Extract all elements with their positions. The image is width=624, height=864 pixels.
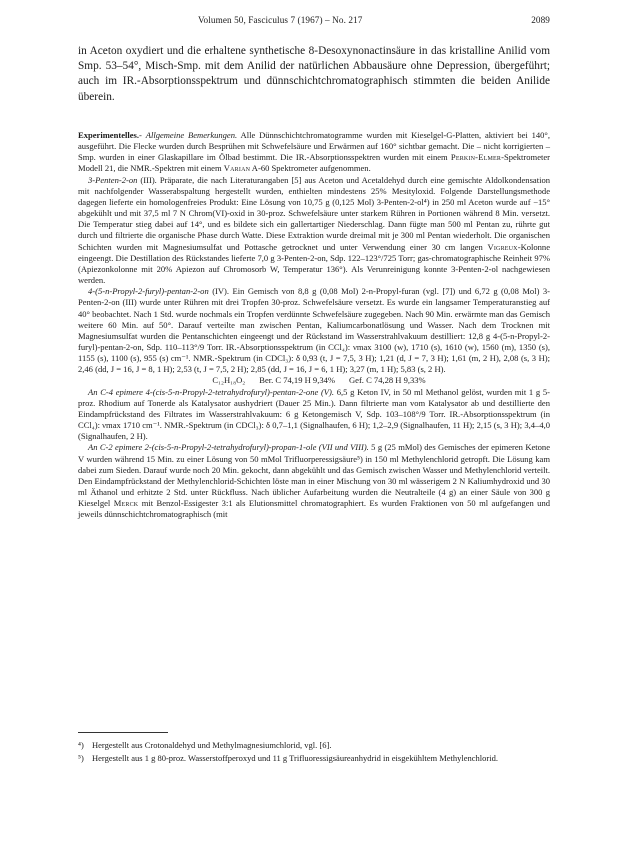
page-number: 2089 xyxy=(531,15,550,25)
footnotes xyxy=(78,740,550,766)
footnote-4 xyxy=(78,740,550,751)
elemental-analysis xyxy=(78,375,550,386)
footnote-divider xyxy=(78,732,168,733)
footnote-5 xyxy=(78,753,550,764)
compound-title: 3-Penten-2-on xyxy=(88,174,138,185)
general-remarks-paragraph: Experimentelles.- Allgemeine Bemerkungen. Alle Dünnschichtchromatogramme wurden mit Kieselgel-G-Platten, aktiviert bei 140°, ausgeführt. Die Flecke wurden durch Besprühen mit Schwefelsäure und Erwärmen auf 160° sichtbar gemacht. Die – nicht korrigierten – Smp. wurden in einer Glaskapillare im Ölbad bestimmt. Die IR.-Absorptionsspektren wurden mit einem Perkin-Elmer-Spektrometer Modell 21, die NMR.-Spektren mit einem Varian A-60 Spektrometer aufgenommen. xyxy=(78,130,550,174)
footnote-mark: ⁵) xyxy=(78,753,84,764)
intro-paragraph: in Aceton oxydiert und die erhaltene synthetische 8-Desoxynonactinsäure in das kristalline Anilid vom Smp. 53–54°, Misch-Smp. mit dem Anilid der natürlichen Abbausäure ohne Depression, übergeführt; auch im IR.-Absorptionsspektrum und dünnschichtchromatographisch stimmten die beiden Anilide überein. xyxy=(78,45,550,103)
footnote-mark: ⁴) xyxy=(78,740,84,750)
analysis-calculated: Ber. C 74,19 H 9,34% xyxy=(259,375,335,386)
compound-title: 4-(5-n-Propyl-2-furyl)-pentan-2-on xyxy=(88,286,209,297)
analysis-found: Gef. C 74,28 H 9,33% xyxy=(349,375,426,386)
running-title: Volumen 50, Fasciculus 7 (1967) – No. 217 xyxy=(198,15,363,25)
experimental-section xyxy=(78,130,550,520)
molecular-formula: C₁₂H₁₈O₂ xyxy=(212,375,246,386)
footnote-text: Hergestellt aus Crotonaldehyd und Methylmagnesiumchlorid, vgl. [6]. xyxy=(92,740,332,750)
footnote-text: Hergestellt aus 1 g 80-proz. Wasserstoffperoxyd und 11 g Trifluoressigsäureanhydrid in eisgekühltem Methylenchlorid. xyxy=(92,753,498,764)
compound-title: An C-4 epimere 4-(cis-5-n-Propyl-2-tetrahydrofuryl)-pentan-2-one (V). xyxy=(88,386,335,397)
furyl-pentanone-paragraph: 4-(5-n-Propyl-2-furyl)-pentan-2-on (IV). Ein Gemisch von 8,8 g (0,08 Mol) 2-n-Propyl-furan (vgl. [7]) und 6,72 g (0,08 Mol) 3-Penten-2-on (III) wurde unter Rühren mit drei Tropfen 30-proz. Schwefelsäure versetzt. Es wurde ein langsamer Temperaturanstieg auf 40° beobachtet. Nach 1 Std. wurde nochmals ein Tropfen verdünnte Schwefelsäure zugegeben. Nach 90 Min. erwärmte man das Gemisch weitere 60 Min. auf 50°. Darauf verteilte man zwischen Pentan, Kaliumcarbonatlösung und Wasser. Nach dem Trocknen mit Magnesiumsulfat wurden die Pentanschichten eingeengt und der Rückstand im Wasserstrahlvakuum destilliert: 12,8 g 4-(5-n-Propyl-2-furyl)-pentan-2-on, Sdp. 110–113°/9 Torr. IR.-Absorptionsspektrum (in CCl₄): νmax 3100 (w), 1710 (s), 1610 (w), 1560 (m), 1350 (s), 1155 (s), 1100 (s), 955 (s) cm⁻¹. NMR.-Spektrum (in CDCl₃): δ 0,93 (t, J = 7,5, 3 H); 1,21 (d, J = 7, 3 H); 1,61 (m, 2 H), 2,08 (s, 3 H); 2,46 (dd, J = 16, J = 8, 1 H); 2,53 (t, J = 7,5, 2 H); 2,85 (dd, J = 16, J = 6, 1 H); 3,27 (m, 1 H); 5,83 (s, 2 H). xyxy=(78,286,550,375)
pentenone-paragraph: 3-Penten-2-on (III). Präparate, die nach Literaturangaben [5] aus Aceton und Acetaldehyd durch eine gemischte Aldolkondensation mit nachfolgender Wasserabspaltung hergestellt wurden, enthielten mindestens 25% Mesityloxid. Folgende Darstellungsmethode dagegen lieferte ein homologenfreies Produkt: Eine Lösung von 10,75 g (0,125 Mol) 3-Penten-2-ol⁴) in 250 ml Aceton wurde auf −15° abgekühlt und mit 37,5 ml 7 N Chrom(VI)-oxid in 30-proz. Schwefelsäure unter starkem Rühren in Portionen während 8 Min. versetzt. Die Temperatur stieg dabei auf 14°, und es bildete sich ein gallertartiger Niederschlag. Dann fügte man 500 ml Pentan zu, rührte gut durch und filtrierte die organische Phase durch Watte. Diese Extraktion wurde dreimal mit je 300 ml Pentan wiederholt. Die organischen Schichten wurden mit Magnesiumsulfat und Pottasche getrocknet und unter Verwendung einer 30 cm langen Vigreux-Kolonne eingeengt. Die Destillation des Rückstandes lieferte 7,0 g 3-Penten-2-on, Sdp. 122–123°/725 Torr; gas-chromatographische Reinheit 97% (Apiezonkolonne mit 20% Apiezon auf Chromosorb W, Temperatur 136°). Als Verunreinigung konnte 3-Penten-2-ol nachgewiesen werden. xyxy=(78,174,550,286)
propanol-paragraph: An C-2 epimere 2-(cis-5-n-Propyl-2-tetrahydrofuryl)-propan-1-ole (VII und VIII). 5 g (25 mMol) des Gemisches der epimeren Ketone V wurden während 15 Min. zu einer Lösung von 50 mMol Trifluorperessigsäure⁵) in 150 ml Methylenchlorid getropft. Die Lösung kam dabei zum Sieden. Darauf wurde noch 20 Min. gekocht, dann abgekühlt und das Gemisch zwischen Wasser und Methylenchlorid verteilt. Den Eindampfrückstand der Methylenchlorid-Schichten löste man in einer Mischung von 30 ml wässerigem 2 N Kaliumhydroxid und 30 ml Äthanol und erhitzte 2 Std. unter Rückfluss. Nach üblicher Aufarbeitung wurden die Neutralteile (4 g) an einer Säule von 300 g Kieselgel Merck mit Benzol-Essigester 3:1 als Elutionsmittel chromatographiert. Es wurden Fraktionen von 50 ml aufgefangen und jeweils dünnschichtchromatographisch (mit xyxy=(78,442,550,520)
tetrahydrofuryl-pentanone-paragraph: An C-4 epimere 4-(cis-5-n-Propyl-2-tetrahydrofuryl)-pentan-2-one (V). 6,5 g Keton IV, in 50 ml Methanol gelöst, wurden mit 1 g 5-proz. Rhodium auf Tonerde als Katalysator aushydriert (Dauer 25 Min.). Dann filtrierte man vom Katalysator ab und destillierte den Eindampfrückstand des Filtrates im Wasserstrahlvakuum: 6 g Ketongemisch V, Sdp. 103–108°/9 Torr. IR.-Absorptionsspektrum (in CCl₄): νmax 1710 cm⁻¹. NMR.-Spektrum (in CDCl₃): δ 0,7–1,1 (Signalhaufen, 6 H); 1,2–2,9 (Signalhaufen, 11 H); 2,15 (s, 3 H); 3,4–4,0 (Signalhaufen, 2 H). xyxy=(78,386,550,442)
subheading-general-remarks: Allgemeine Bemerkungen. xyxy=(145,130,238,140)
intro-paragraph-block xyxy=(78,44,550,105)
compound-title: An C-2 epimere 2-(cis-5-n-Propyl-2-tetrahydrofuryl)-propan-1-ole (VII und VIII). xyxy=(88,442,369,453)
section-heading: Experimentelles. xyxy=(78,130,140,140)
